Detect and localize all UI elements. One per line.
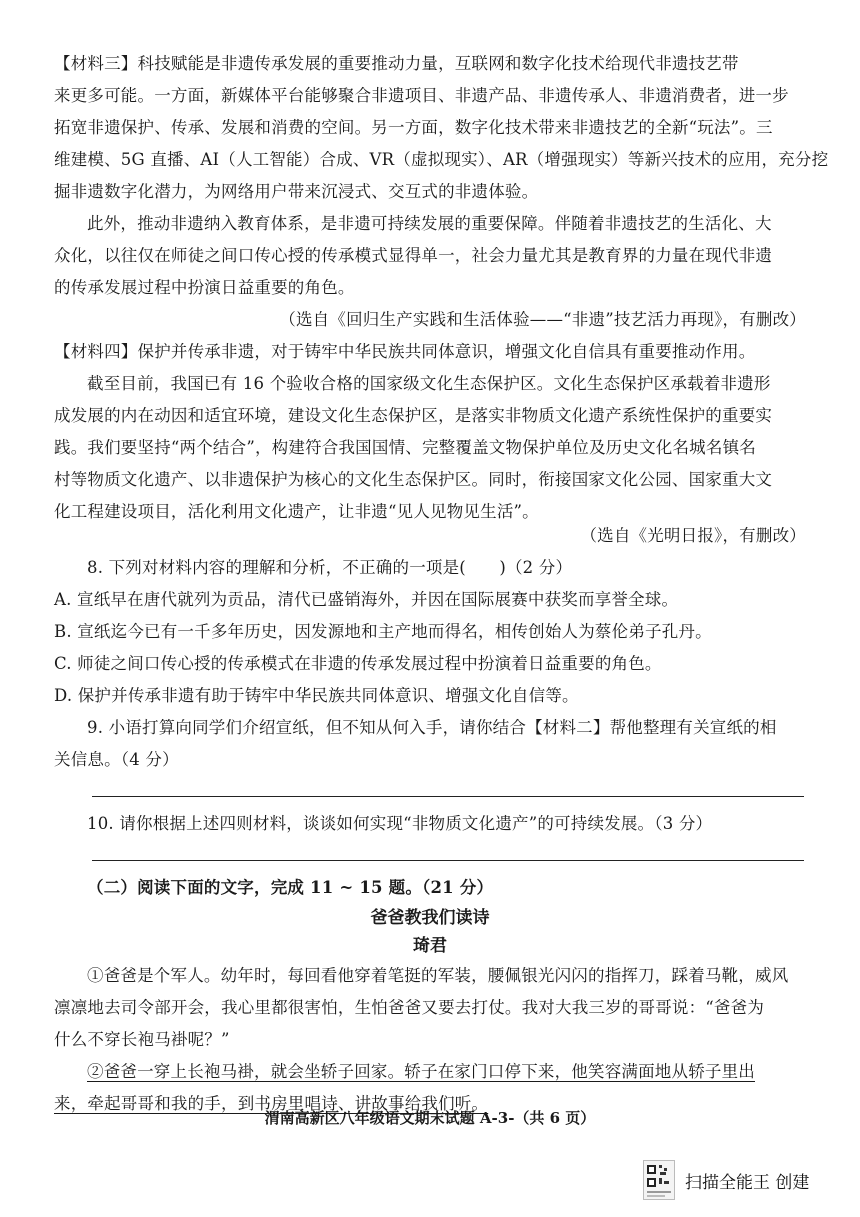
question-10	[54, 808, 806, 840]
material-three-line: 来更多可能。一方面，新媒体平台能够聚合非遗项目、非遗产品、非遗传承人、非遗消费者，进一步	[54, 86, 789, 105]
material-four	[54, 336, 806, 368]
scanner-watermark	[643, 1160, 809, 1200]
paragraph-line: 来，牵起哥哥和我的手，到书房里唱诗、讲故事给我们听。	[54, 1094, 489, 1113]
paragraph-line: 截至目前，我国已有 16 个验收合格的国家级文化生态保护区。文化生态保护区承载着非遗形	[87, 374, 771, 393]
question-8	[54, 552, 806, 712]
paragraph-line: 化工程建设项目，活化利用文化遗产，让非遗“见人见物见生活”。	[54, 502, 539, 521]
paragraph-line: ①爸爸是个军人。幼年时，每回看他穿着笔挺的军装，腰佩银光闪闪的指挥刀，踩着马靴，威风	[87, 966, 789, 985]
material-four-line: 【材料四】保护并传承非遗，对于铸牢中华民族共同体意识，增强文化自信具有重要推动作用。	[54, 342, 756, 361]
material-three	[54, 48, 829, 208]
question-9	[54, 712, 806, 776]
question-line: 10. 请你根据上述四则材料，谈谈如何实现“非物质文化遗产”的可持续发展。（3 分）	[87, 814, 713, 833]
qr-logo-icon	[643, 1160, 675, 1200]
section-two-heading	[54, 872, 806, 904]
material-three-para2	[54, 208, 806, 304]
paragraph-line: ②爸爸一穿上长袍马褂，就会坐轿子回家。轿子在家门口停下来，他笑容满面地从轿子里出	[87, 1062, 755, 1081]
option-d: D. 保护并传承非遗有助于铸牢中华民族共同体意识、增强文化自信等。	[54, 686, 579, 705]
paragraph-line: 践。我们要坚持“两个结合”，构建符合我国国情、完整覆盖文物保护单位及历史文化名城名镇名	[54, 438, 756, 457]
material-three-line: 掘非遗数字化潜力，为网络用户带来沉浸式、交互式的非遗体验。	[54, 182, 539, 201]
material-three-line: 拓宽非遗保护、传承、发展和消费的空间。另一方面，数字化技术带来非遗技艺的全新“玩法”。三	[54, 118, 773, 137]
question-stem: 8. 下列对材料内容的理解和分析，不正确的一项是( )（2 分）	[87, 558, 573, 577]
article-author: 琦君	[413, 936, 447, 956]
paragraph-line: 什么不穿长袍马褂呢？”	[54, 1030, 230, 1049]
option-c: C. 师徒之间口传心授的传承模式在非遗的传承发展过程中扮演着日益重要的角色。	[54, 654, 662, 673]
answer-line-q10[interactable]	[92, 860, 804, 861]
material-three-source: （选自《回归生产实践和生活体验——“非遗”技艺活力再现》，有删改）	[279, 310, 806, 329]
option-a: A. 宣纸早在唐代就列为贡品，清代已盛销海外，并因在国际展赛中获奖而享誉全球。	[54, 590, 679, 609]
question-line: 9. 小语打算向同学们介绍宣纸，但不知从何入手，请你结合【材料二】帮他整理有关宣纸的相	[87, 718, 777, 737]
paragraph-line: 村等物质文化遗产、以非遗保护为核心的文化生态保护区。同时，衔接国家文化公园、国家重大文	[54, 470, 773, 489]
section-heading-text: （二）阅读下面的文字，完成 11 ~ 15 题。（21 分）	[87, 878, 494, 897]
material-four-para2	[54, 368, 806, 528]
watermark-text: 扫描全能王 创建	[685, 1172, 810, 1193]
article-para-1	[54, 960, 806, 1056]
material-three-line: 【材料三】科技赋能是非遗传承发展的重要推动力量，互联网和数字化技术给现代非遗技艺带	[54, 54, 739, 73]
article-title: 爸爸教我们读诗	[370, 908, 490, 928]
question-line: 关信息。（4 分）	[54, 750, 179, 769]
material-three-line: 维建模、5G 直播、AI（人工智能）合成、VR（虚拟现实）、AR（增强现实）等新兴技术的应用，充分挖	[54, 150, 829, 169]
paragraph-line: 众化，以往仅在师徒之间口传心授的传承模式显得单一，社会力量尤其是教育界的力量在现代非遗	[54, 246, 773, 265]
page-footer: 渭南高新区八年级语文期末试题 A-3-（共 6 页）	[264, 1109, 596, 1127]
paragraph-line: 成发展的内在动因和适宜环境，建设文化生态保护区，是落实非物质文化遗产系统性保护的重要实	[54, 406, 773, 425]
paragraph-line: 凛凛地去司令部开会，我心里都很害怕，生怕爸爸又要去打仗。我对大我三岁的哥哥说：“爸爸为	[54, 998, 765, 1017]
option-b: B. 宣纸迄今已有一千多年历史，因发源地和主产地而得名，相传创始人为蔡伦弟子孔丹。	[54, 622, 712, 641]
paragraph-line: 此外，推动非遗纳入教育体系，是非遗可持续发展的重要保障。伴随着非遗技艺的生活化、大	[87, 214, 772, 233]
paragraph-line: 的传承发展过程中扮演日益重要的角色。	[54, 278, 355, 297]
answer-line-q9[interactable]	[92, 796, 804, 797]
material-four-source: （选自《光明日报》，有删改）	[580, 526, 806, 545]
